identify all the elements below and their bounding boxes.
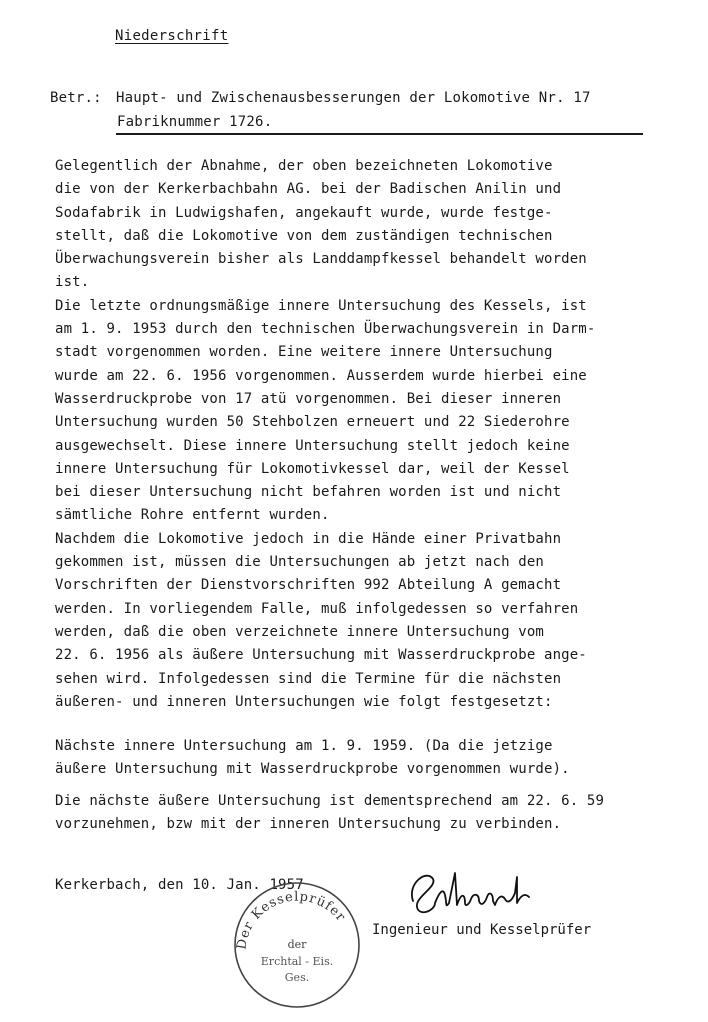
body-lines-line: stadt vorgenommen worden. Eine weitere innere Untersuchung [55,344,553,361]
body-lines-line: Nachdem die Lokomotive jedoch in die Hände einer Privatbahn [55,530,562,547]
body-lines-line: 22. 6. 1956 als äußere Untersuchung mit Wasserdruckprobe ange- [55,647,587,664]
next-inner-inspection [55,735,570,782]
body-lines-line: die von der Kerkerbachbahn AG. bei der Badischen Anilin und [55,181,562,198]
body-lines-line: sämtliche Rohre entfernt wurden. [55,507,330,524]
body-lines-line: äußeren- und inneren Untersuchungen wie folgt festgesetzt: [55,693,553,710]
subject-text-2: Fabriknummer 1726. [117,114,273,130]
body-lines-line: Untersuchung wurden 50 Stehbolzen erneuert und 22 Siederohre [55,414,570,431]
next-inner-lines-line: Nächste innere Untersuchung am 1. 9. 1959. (Da die jetzige [55,738,553,754]
body-lines-line: sehen wird. Infolgedessen sind die Termine für die nächsten [55,670,562,687]
body-lines-line: werden, daß die oben verzeichnete innere Untersuchung vom [55,623,544,640]
subject-underline [116,133,643,135]
body-lines-line: Gelegentlich der Abnahme, der oben bezeichneten Lokomotive [55,158,553,174]
body-lines-line: bei dieser Untersuchung nicht befahren worden ist und nicht [55,484,562,501]
body-lines-line: werden. In vorliegendem Falle, muß infolgedessen so verfahren [55,600,579,617]
next-outer-lines-line: Die nächste äußere Untersuchung ist dementsprechend am 22. 6. 59 [55,793,605,809]
inspector-stamp [225,870,370,1010]
place-and-date: Kerkerbach, den 10. Jan. 1957 [55,877,304,893]
body-lines-line: Überwachungsverein bisher als Landdampfkessel behandelt worden [55,251,587,268]
stamp-line-1: der [287,938,307,951]
stamp-ring-text: Der Kesselprüfer [234,889,349,951]
body-lines-line: Wasserdruckprobe von 17 atü vorgenommen. Bei dieser inneren [55,390,562,407]
body-lines-line: gekommen ist, müssen die Untersuchungen ab jetzt nach den [55,554,544,571]
body-lines-line: Die letzte ordnungsmäßige innere Untersuchung des Kessels, ist [55,297,587,314]
body-lines-line: Vorschriften der Dienstvorschriften 992 Abteilung A gemacht [55,577,562,594]
next-outer-inspection [55,790,604,837]
body-lines-line: ausgewechselt. Diese innere Untersuchung stellt jedoch keine [55,437,570,454]
body-lines-line: innere Untersuchung für Lokomotivkessel dar, weil der Kessel [55,460,570,477]
signatory-role: Ingenieur und Kesselprüfer [372,922,592,938]
document-title: Niederschrift [115,28,229,44]
next-outer-lines-line: vorzunehmen, bzw mit der inneren Untersuchung zu verbinden. [55,816,562,833]
stamp-line-2: Erchtal - Eis. [260,955,334,968]
subject-line [50,90,591,106]
body-lines-line: Sodafabrik in Ludwigshafen, angekauft wurde, wurde festge- [55,204,553,221]
subject-text-1: Haupt- und Zwischenausbesserungen der Lokomotive Nr. 17 [116,90,591,106]
body-lines-line: wurde am 22. 6. 1956 vorgenommen. Ausserdem wurde hierbei eine [55,367,587,384]
subject-label: Betr.: [50,90,102,106]
body-paragraphs [55,155,695,714]
body-lines-line: ist. [55,274,90,291]
body-lines-line: am 1. 9. 1953 durch den technischen Überwachungsverein in Darm- [55,321,596,338]
next-inner-lines-line: äußere Untersuchung mit Wasserdruckprobe vorgenommen wurde). [55,761,570,778]
stamp-line-3: Ges. [284,971,310,984]
handwritten-signature [405,863,540,923]
body-lines-line: stellt, daß die Lokomotive von dem zuständigen technischen [55,227,553,244]
